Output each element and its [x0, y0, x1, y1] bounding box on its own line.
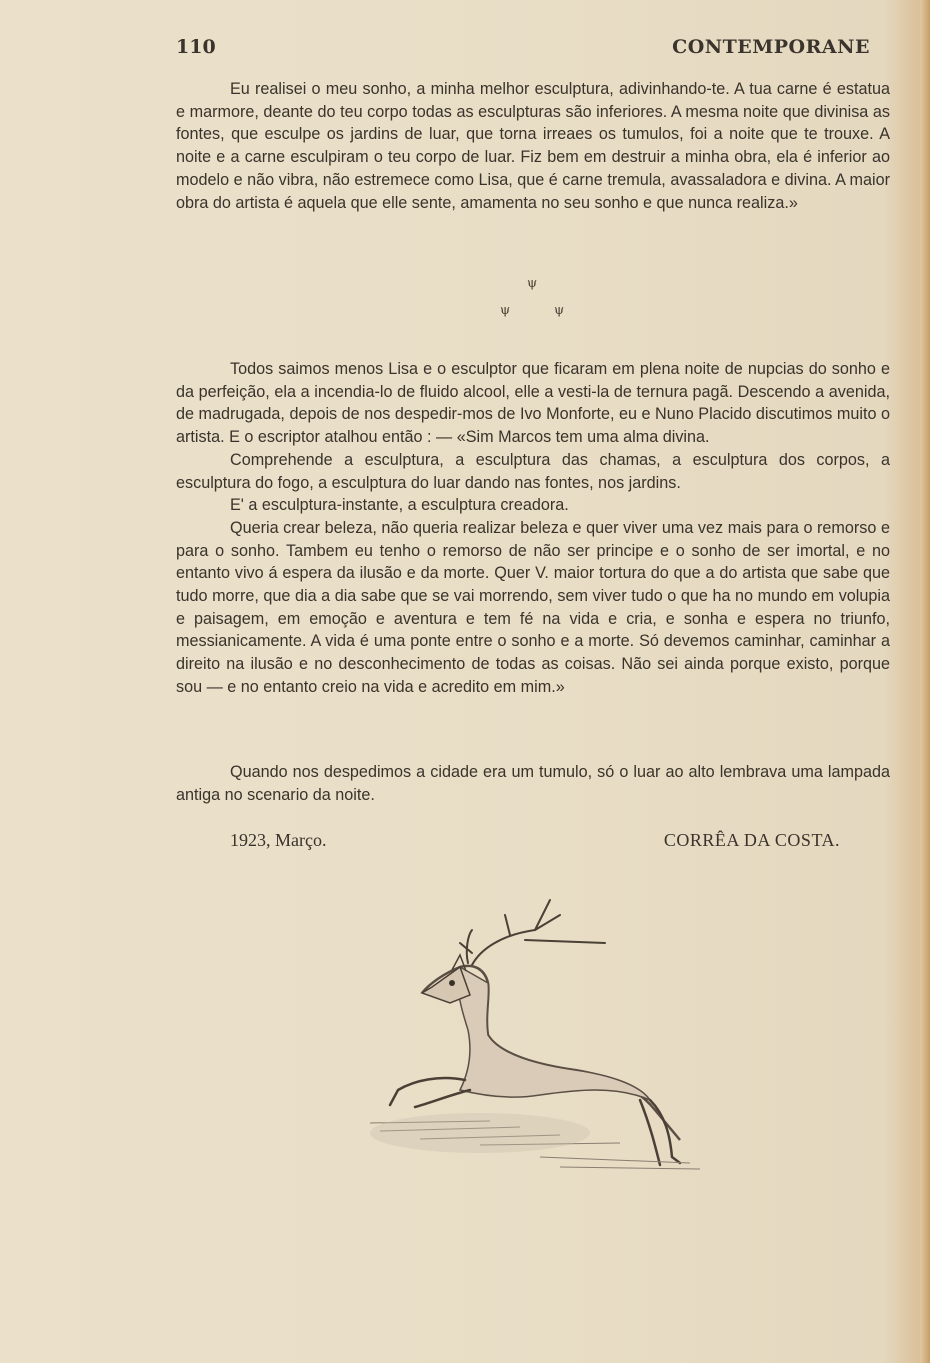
- signoff: [230, 830, 840, 854]
- running-head: CONTEMPORANE: [672, 36, 870, 58]
- paragraph-3: Comprehende a esculptura, a esculptura das chamas, a esculptura dos corpos, a esculptura do fogo, a esculptura do luar dando nas fontes, nos jardins.: [176, 450, 890, 492]
- paragraph-6: Quando nos despedimos a cidade era um tumulo, só o luar ao alto lembrava uma lampada antiga no scenario da noite.: [176, 763, 890, 804]
- ground-shadow: [370, 1113, 590, 1153]
- text-block-1: [176, 78, 890, 214]
- deer-antlers: [460, 900, 605, 965]
- ornament-left: ψ: [500, 303, 511, 318]
- paragraph-5: Queria crear beleza, não queria realizar beleza e quer viver uma vez mais para o remorso e para o sonho. Tambem eu tenho o remorso de não ser principe e o sonho de ser imortal, e no entanto vivo á espera da ilusão e da morte. Quer V. maior tortura do que a do artista que sabe que tudo morre, que dia a dia sabe que se vai morrendo, sem viver tudo o que ha no mundo em volupia e paisagem, em emoção e aventura e tem fé na vida e cria, e sonha e espera no triunfo, messianicamente. A vida é uma ponte entre o sonho e a morte. Só devemos caminhar, caminhar a direito na ilusão e no desconhecimento de todas as coisas. Não sei ainda porque existo, porque sou — e no entanto creio na vida e acredito em mim.»: [176, 518, 890, 696]
- page-header: [176, 36, 870, 60]
- ornament-top: ψ: [527, 276, 538, 291]
- page-edge: [920, 0, 930, 1363]
- signoff-author: CORRÊA DA COSTA.: [663, 830, 840, 850]
- paragraph-1: Eu realisei o meu sonho, a minha melhor esculptura, adivinhando-te. A tua carne é estatua e marmore, deante do teu corpo todas as esculpturas são inferiores. A mesma noite que divinisa as fontes, que esculpe os jardins de luar, que torna irreaes os tumulos, foi a noite que te trouxe. A noite e a carne esculpiram o teu corpo de luar. Fiz bem em destruir a minha obra, ela é inferior ao modelo e não vibra, não estremece como Lisa, que é carne tremula, avassaladora e divina. A maior obra do artista é aquela que elle sente, amamenta no seu sonho e que nunca realiza.»: [176, 80, 890, 212]
- paragraph-2: Todos saimos menos Lisa e o esculptor que ficaram em plena noite de nupcias do sonho e da perfeição, ela a incendia-lo de fluido alcool, elle a vesti-la de ternura pagã. Descendo a avenida, de madrugada, depois de nos despedir-mos de Ivo Monforte, eu e Nuno Placido discutimos muito o artista. E o escriptor atalhou então : — «Sim Marcos tem uma alma divina.: [176, 360, 890, 447]
- ornament-right: ψ: [554, 303, 565, 318]
- paragraph-4: E' a esculptura-instante, a esculptura creadora.: [230, 496, 569, 515]
- deer-illustration: [360, 895, 720, 1180]
- signoff-date: 1923, Março.: [230, 830, 327, 850]
- text-block-3: [176, 761, 890, 806]
- page-number: 110: [176, 36, 216, 58]
- text-block-2: [176, 358, 890, 699]
- deer-body: [422, 955, 680, 1140]
